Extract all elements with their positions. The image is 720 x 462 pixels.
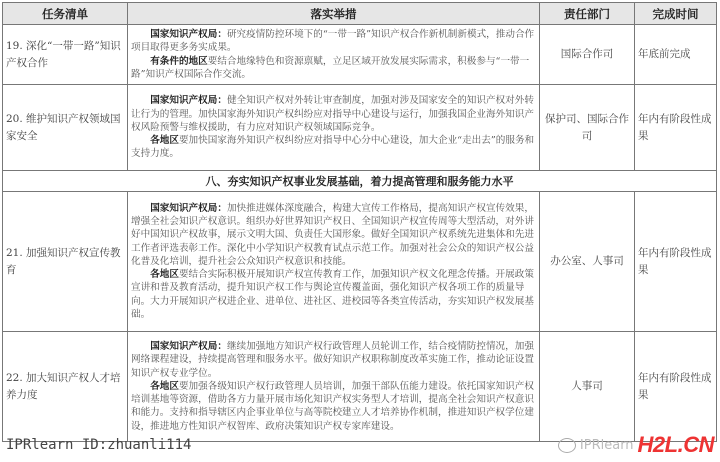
measure-cell <box>128 332 540 442</box>
time-cell: 年内有阶段性成果 <box>635 332 717 442</box>
measure-text: 研究疫情防控环境下的“一带一路”知识产权合作新机制新模式，推动合作项目取得更多务实成果。 <box>131 28 535 54</box>
header-time: 完成时间 <box>635 3 717 25</box>
dept-cell: 人事司 <box>540 332 635 442</box>
measure-lead: 各地区 <box>150 135 179 147</box>
watermark <box>558 432 714 458</box>
dept-cell: 保护司、国际合作司 <box>540 85 635 171</box>
dept-cell: 办公室、人事司 <box>540 192 635 332</box>
measure-lead: 有条件的地区 <box>150 55 208 67</box>
measure-text: 健全知识产权对外转让审查制度，加强对涉及国家安全的知识产权对外转让行为的管理。加快国家海外知识产权纠纷应对指导中心建设与运行，加强我国企业海外知识产权风险预警与维权援助，有力应对知识产权领域国际竞争。 <box>131 95 534 133</box>
measure-text: 要加强各级知识产权行政管理人员培训，加强干部队伍能力建设。依托国家知识产权培训基地等资源，借助各方力量开展市场化知识产权实务型人才培训，提高全社会知识产权意识和能力。支持和指导辖区内企事业单位与高等院校建立人才培养协作机制，推进知识产权学位建设，推进地方性知识产权智库、政府决策知识产权专家库建设。 <box>131 380 534 432</box>
measure-lead: 各地区 <box>150 380 179 392</box>
header-measures: 落实举措 <box>128 3 540 25</box>
measure-cell <box>128 25 540 85</box>
header-dept: 责任部门 <box>540 3 635 25</box>
task-cell: 21. 加强知识产权宣传教育 <box>3 192 128 332</box>
table-row <box>3 192 717 332</box>
footer-id: IPRlearn ID:zhuanli114 <box>6 437 192 453</box>
section-row <box>3 171 717 192</box>
time-cell: 年内有阶段性成果 <box>635 192 717 332</box>
measure-text: 要结合实际积极开展知识产权宣传教育工作，加强知识产权文化理念传播。开展政策宣讲和普及教育活动，提升知识产权工作与舆论宣传覆盖面，强化知识产权各项工作的质量导向。大力开展知识产权进企业、进单位、进社区、进校园等各类宣传活动，夯实知识产权发展基础。 <box>131 269 534 321</box>
measure-text: 加快推进媒体深度融合，构建大宣传工作格局，提高知识产权宣传效果，增强全社会知识产权意识。组织办好世界知识产权日、全国知识产权宣传周等大型活动，对外讲好中国知识产权故事，展示文明大国、负责任大国形象。做好全国知识产权系统先进集体和先进工作者评选表彰工作。深化中小学知识产权教育试点示范工作。加强对社会公众的知识产权公益化普及化培训，提升社会公众知识产权意识和技能。 <box>131 202 534 267</box>
dept-cell: 国际合作司 <box>540 25 635 85</box>
measure-text: 要结合地缘特色和资源禀赋，立足区域开放发展实际需求，积极参与“一带一路”知识产权国际合作交流。 <box>131 55 530 80</box>
table-row <box>3 332 717 442</box>
time-cell: 年底前完成 <box>635 25 717 85</box>
table-row <box>3 25 717 85</box>
table-header-row <box>3 3 717 25</box>
measure-cell <box>128 85 540 171</box>
section-title: 八、夯实知识产权事业发展基础，着力提高管理和服务能力水平 <box>3 171 717 192</box>
header-task: 任务清单 <box>3 3 128 25</box>
measure-lead: 国家知识产权局： <box>150 95 227 107</box>
watermark-text: IPRlearn <box>579 437 634 453</box>
task-cell: 22. 加大知识产权人才培养力度 <box>3 332 128 442</box>
measure-lead: 国家知识产权局： <box>150 28 227 40</box>
task-cell: 19. 深化“一带一路”知识产权合作 <box>3 25 128 85</box>
h2l-logo: H2L.CN <box>637 432 714 457</box>
measure-text: 继续加强地方知识产权行政管理人员轮训工作，结合疫情防控情况，加强网络课程建设，持续提高管理和服务水平。做好知识产权职称制度改革实施工作，推动论证设置知识产权专业学位。 <box>131 340 534 379</box>
measure-lead: 国家知识产权局： <box>150 340 227 352</box>
measure-text: 要加快国家海外知识产权纠纷应对指导中心分中心建设，加大企业“走出去”的服务和支持力度。 <box>131 135 535 160</box>
wechat-icon <box>558 438 576 453</box>
measure-lead: 国家知识产权局： <box>150 202 227 214</box>
task-cell: 20. 维护知识产权领域国家安全 <box>3 85 128 171</box>
measure-cell <box>128 192 540 332</box>
task-table <box>2 2 717 442</box>
table-row <box>3 85 717 171</box>
time-cell: 年内有阶段性成果 <box>635 85 717 171</box>
measure-lead: 各地区 <box>150 269 179 281</box>
